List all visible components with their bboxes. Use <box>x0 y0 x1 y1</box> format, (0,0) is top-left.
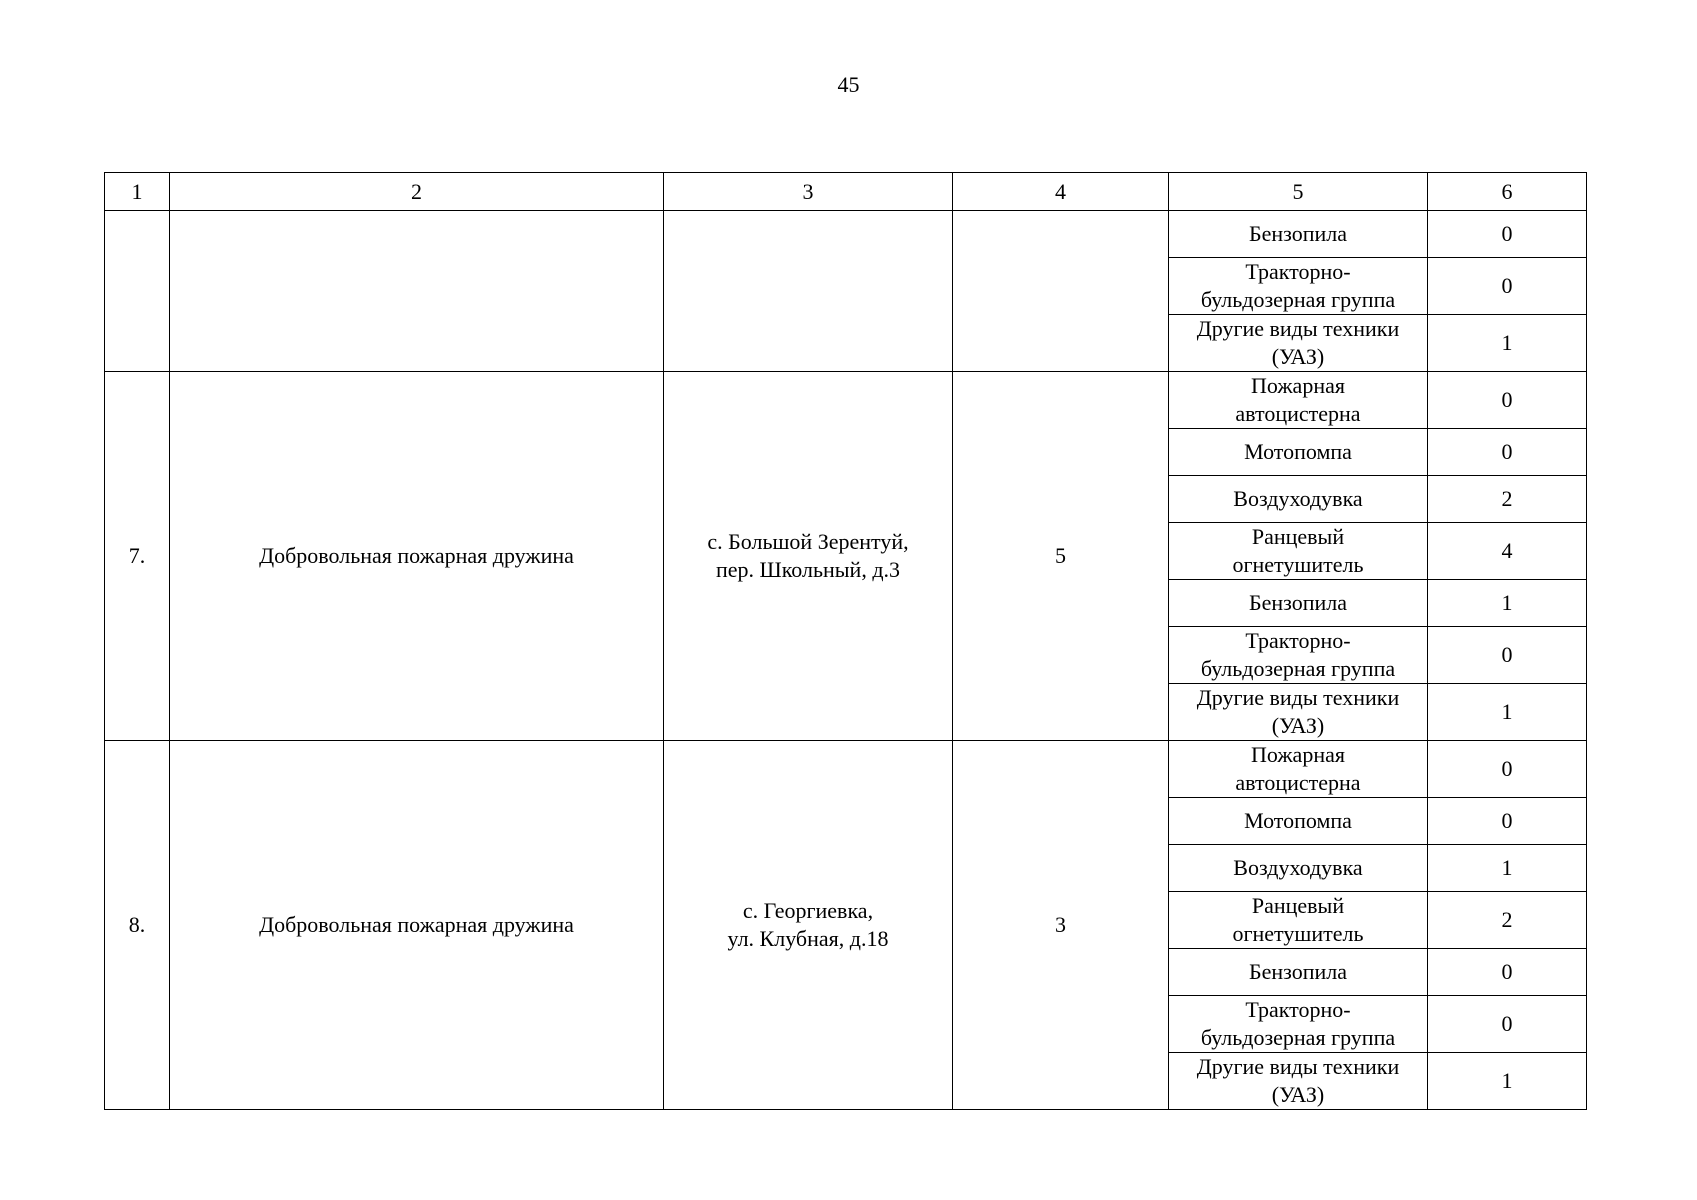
equipment-qty: 0 <box>1428 258 1587 315</box>
equipment-name: Воздуходувка <box>1169 845 1428 892</box>
equipment-name: Другие виды техники (УАЗ) <box>1169 1053 1428 1110</box>
column-header: 5 <box>1169 173 1428 211</box>
equipment-name: Тракторно- бульдозерная группа <box>1169 258 1428 315</box>
equipment-name: Ранцевый огнетушитель <box>1169 523 1428 580</box>
entry-name: Добровольная пожарная дружина <box>170 741 664 1110</box>
table-row <box>105 211 1587 258</box>
cell-empty <box>105 211 170 372</box>
equipment-name: Другие виды техники (УАЗ) <box>1169 684 1428 741</box>
equipment-qty: 1 <box>1428 315 1587 372</box>
entry-address: с. Георгиевка, ул. Клубная, д.18 <box>664 741 953 1110</box>
equipment-qty: 0 <box>1428 429 1587 476</box>
entry-count: 3 <box>953 741 1169 1110</box>
cell-empty <box>664 211 953 372</box>
table-header-row <box>105 173 1587 211</box>
entry-number: 8. <box>105 741 170 1110</box>
equipment-name: Бензопила <box>1169 949 1428 996</box>
equipment-name: Бензопила <box>1169 580 1428 627</box>
equipment-name: Воздуходувка <box>1169 476 1428 523</box>
column-header: 3 <box>664 173 953 211</box>
equipment-qty: 1 <box>1428 580 1587 627</box>
equipment-qty: 0 <box>1428 211 1587 258</box>
equipment-qty: 2 <box>1428 476 1587 523</box>
cell-empty <box>170 211 664 372</box>
equipment-name: Мотопомпа <box>1169 429 1428 476</box>
equipment-name: Бензопила <box>1169 211 1428 258</box>
equipment-name: Другие виды техники (УАЗ) <box>1169 315 1428 372</box>
table-row <box>105 372 1587 429</box>
column-header: 4 <box>953 173 1169 211</box>
column-header: 6 <box>1428 173 1587 211</box>
cell-empty <box>953 211 1169 372</box>
equipment-name: Пожарная автоцистерна <box>1169 741 1428 798</box>
equipment-qty: 1 <box>1428 1053 1587 1110</box>
column-header: 1 <box>105 173 170 211</box>
equipment-name: Пожарная автоцистерна <box>1169 372 1428 429</box>
equipment-table <box>104 172 1587 1110</box>
equipment-name: Тракторно- бульдозерная группа <box>1169 996 1428 1053</box>
equipment-qty: 1 <box>1428 684 1587 741</box>
equipment-qty: 0 <box>1428 372 1587 429</box>
page-number: 45 <box>837 72 860 97</box>
entry-count: 5 <box>953 372 1169 741</box>
equipment-qty: 1 <box>1428 845 1587 892</box>
equipment-qty: 0 <box>1428 996 1587 1053</box>
equipment-name: Тракторно- бульдозерная группа <box>1169 627 1428 684</box>
table-row <box>105 741 1587 798</box>
entry-address: с. Большой Зерентуй, пер. Школьный, д.3 <box>664 372 953 741</box>
equipment-qty: 0 <box>1428 741 1587 798</box>
equipment-qty: 0 <box>1428 627 1587 684</box>
column-header: 2 <box>170 173 664 211</box>
equipment-qty: 0 <box>1428 798 1587 845</box>
entry-number: 7. <box>105 372 170 741</box>
entry-name: Добровольная пожарная дружина <box>170 372 664 741</box>
equipment-qty: 2 <box>1428 892 1587 949</box>
equipment-name: Мотопомпа <box>1169 798 1428 845</box>
equipment-qty: 4 <box>1428 523 1587 580</box>
equipment-qty: 0 <box>1428 949 1587 996</box>
equipment-name: Ранцевый огнетушитель <box>1169 892 1428 949</box>
